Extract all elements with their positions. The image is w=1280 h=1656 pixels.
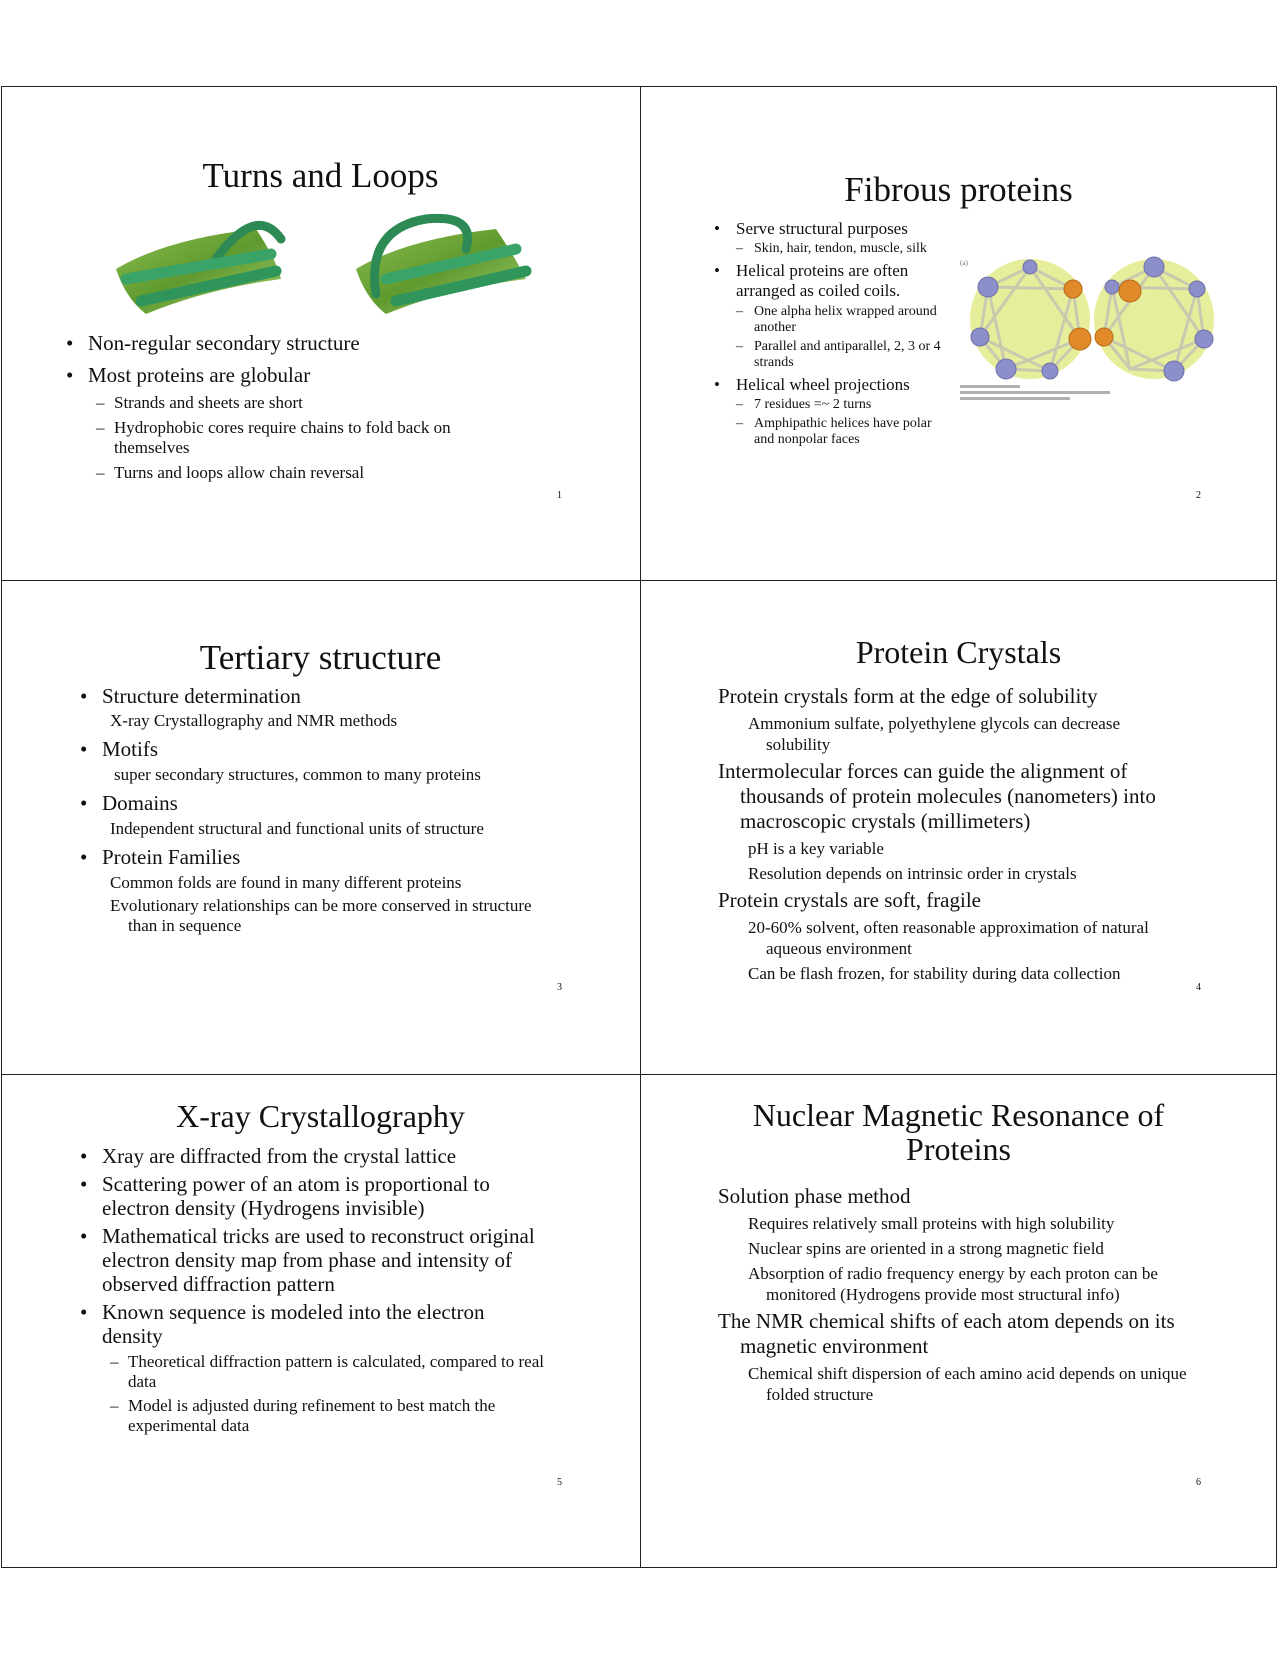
bullet: • Xray are diffracted from the crystal lattice: [80, 1144, 550, 1168]
sub-bullet: – Strands and sheets are short: [96, 393, 586, 413]
page-number: 4: [1196, 982, 1201, 993]
bullet: • Serve structural purposes: [714, 219, 944, 239]
slide-5: [2, 1074, 639, 1567]
sub-bullet: – Turns and loops allow chain reversal: [96, 463, 586, 483]
page-number: 1: [557, 490, 562, 501]
sub-item: X-ray Crystallography and NMR methods: [110, 711, 398, 730]
slide-title: Nuclear Magnetic Resonance of Proteins: [752, 1097, 1165, 1167]
sub-bullet: – Model is adjusted during refinement to best match the experimental data: [110, 1396, 550, 1436]
slide-1: [2, 87, 639, 580]
paragraph: Intermolecular forces can guide the alignment of thousands of protein molecules (nanometers) into macroscopic crystals (millimeters): [718, 759, 1156, 833]
bullet: • Structure determination: [80, 684, 600, 708]
page-number: 5: [557, 1477, 562, 1488]
slide-6: [640, 1074, 1277, 1567]
bullet: • Motifs: [80, 737, 600, 761]
bullet: • Scattering power of an atom is proportional to electron density (Hydrogens invisible): [80, 1172, 550, 1220]
sub-paragraph: Nuclear spins are oriented in a strong magnetic field: [748, 1239, 1104, 1258]
text-block: [718, 1184, 1188, 1405]
bullet: • Most proteins are globular: [66, 363, 586, 387]
bullet: • Non-regular secondary structure: [66, 331, 586, 355]
sub-bullet: – One alpha helix wrapped around another: [736, 304, 944, 336]
slide-4: [640, 580, 1277, 1073]
figure-label: (a): [960, 259, 968, 267]
bullet-list: [714, 219, 944, 448]
paragraph: Solution phase method: [718, 1184, 911, 1208]
sub-paragraph: Can be flash frozen, for stability during data collection: [748, 964, 1121, 983]
paragraph: Protein crystals form at the edge of solubility: [718, 684, 1098, 708]
slide-3: [2, 580, 639, 1073]
sub-paragraph: Absorption of radio frequency energy by each proton can be monitored (Hydrogens provide most structural info): [748, 1264, 1158, 1304]
sub-paragraph: 20-60% solvent, often reasonable approximation of natural aqueous environment: [748, 918, 1149, 958]
helical-wheel-projection: [958, 253, 1230, 403]
text-block: [718, 684, 1188, 984]
bullet: • Known sequence is modeled into the electron density: [80, 1300, 550, 1348]
bullet: • Domains: [80, 791, 600, 815]
slide-2: [640, 87, 1277, 580]
bullet-list: [80, 1144, 550, 1436]
sub-item: super secondary structures, common to many proteins: [114, 765, 481, 784]
sub-bullet: – Theoretical diffraction pattern is calculated, compared to real data: [110, 1352, 550, 1392]
handout-grid: [1, 86, 1277, 1568]
beta-hairpin-illustration: [106, 209, 546, 321]
sub-item: Evolutionary relationships can be more conserved in structure than in sequence: [110, 896, 532, 935]
sub-paragraph: Chemical shift dispersion of each amino acid depends on unique folded structure: [748, 1364, 1187, 1404]
bullet: • Helical wheel projections: [714, 375, 944, 395]
slide-title: Tertiary structure: [199, 638, 442, 677]
sub-paragraph: pH is a key variable: [748, 839, 884, 858]
sub-bullet: – Amphipathic helices have polar and nonpolar faces: [736, 416, 944, 448]
page-number: 2: [1196, 490, 1201, 501]
sub-bullet: – Skin, hair, tendon, muscle, silk: [736, 241, 944, 257]
bullet-list: [66, 331, 586, 483]
sub-paragraph: Requires relatively small proteins with high solubility: [748, 1214, 1115, 1233]
sub-bullet: – Parallel and antiparallel, 2, 3 or 4 strands: [736, 339, 944, 371]
page-number: 6: [1196, 1477, 1201, 1488]
paragraph: Protein crystals are soft, fragile: [718, 888, 981, 912]
bullet: • Mathematical tricks are used to reconstruct original electron density map from phase and intensity of observed diffraction pattern: [80, 1224, 550, 1296]
sub-item: Common folds are found in many different proteins: [110, 873, 462, 892]
slide-title: Turns and Loops: [202, 156, 439, 195]
sub-paragraph: Resolution depends on intrinsic order in crystals: [748, 864, 1077, 883]
sub-bullet: – 7 residues =~ 2 turns: [736, 397, 944, 413]
bullet: • Helical proteins are often arranged as coiled coils.: [714, 261, 944, 301]
slide-title: Fibrous proteins: [844, 170, 1073, 209]
paragraph: The NMR chemical shifts of each atom depends on its magnetic environment: [718, 1309, 1175, 1358]
sub-item: Independent structural and functional units of structure: [110, 819, 484, 838]
bullet-list: [80, 684, 600, 936]
page-number: 3: [557, 982, 562, 993]
bullet: • Protein Families: [80, 845, 600, 869]
sub-paragraph: Ammonium sulfate, polyethylene glycols can decrease solubility: [748, 714, 1120, 754]
slide-title: X-ray Crystallography: [176, 1098, 465, 1134]
sub-bullet: – Hydrophobic cores require chains to fold back on themselves: [96, 418, 494, 458]
slide-title: Protein Crystals: [855, 634, 1062, 670]
